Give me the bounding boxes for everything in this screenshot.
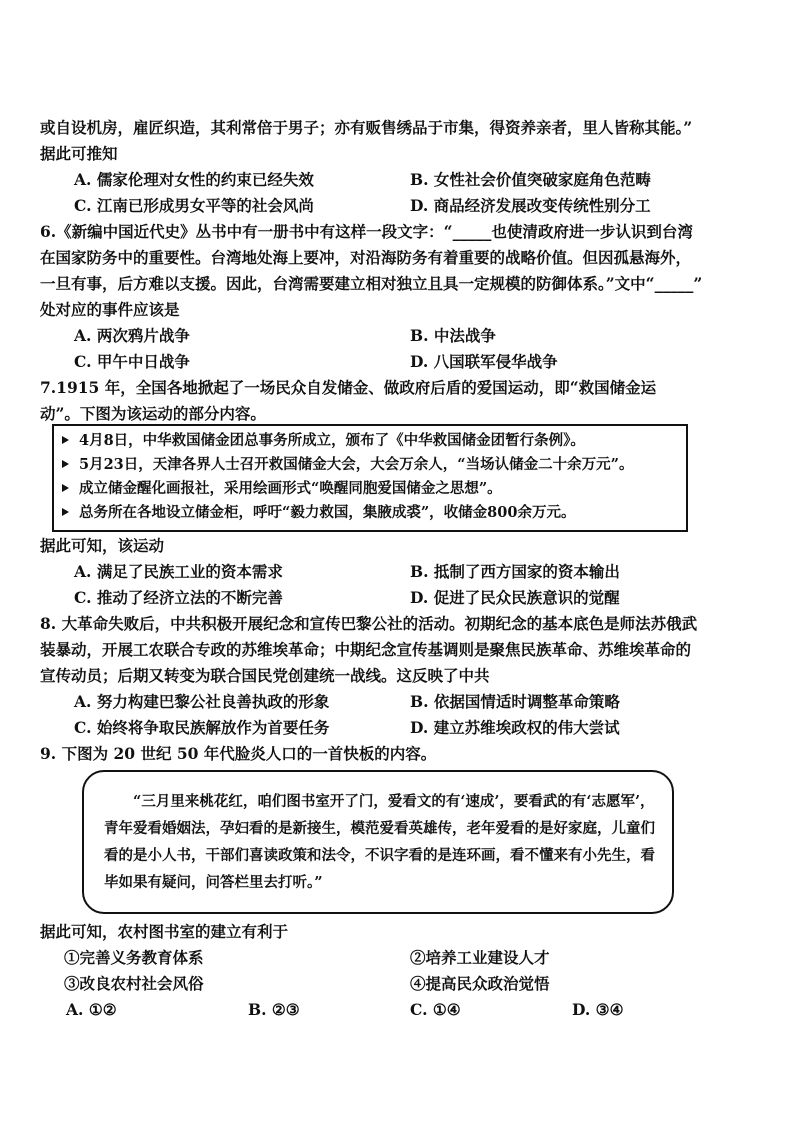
q6-option-b[interactable]: B. 中法战争 bbox=[410, 326, 496, 345]
q7-prompt: 据此可知，该运动 bbox=[40, 536, 165, 555]
q8-line-2: 装暴动，开展工农联合专政的苏维埃革命；中期纪念宣传基调则是聚焦民族革命、苏维埃革命的 bbox=[40, 640, 692, 659]
q6-line-4: 处对应的事件应该是 bbox=[40, 300, 180, 319]
q9-item-3: ③改良农村社会风俗 bbox=[64, 974, 204, 993]
q7-option-a[interactable]: A. 满足了民族工业的资本需求 bbox=[74, 562, 283, 581]
q9-quote-text: “三月里来桃花红，咱们图书室开了门，爱看文的有‘速成’，要看武的有‘志愿军’，青年爱看婚姻法，孕妇看的是新接生，模范爱看英雄传，老年爱看的是好家庭，儿童们看的是小人书，干部们喜读政策和法令，不识字看的是连环画，看不懂来有小先生，看毕如果有疑问，问答栏里去打听。” bbox=[104, 793, 655, 891]
q5-option-b[interactable]: B. 女性社会价值突破家庭角色范畴 bbox=[410, 170, 651, 189]
q6-option-d[interactable]: D. 八国联军侵华战争 bbox=[410, 352, 558, 371]
q7-option-d[interactable]: D. 促进了民众民族意识的觉醒 bbox=[410, 588, 620, 607]
q7-box-item: 成立储金醒化画报社，采用绘画形式“唤醒同胞爱国储金之思想”。 bbox=[62, 478, 502, 500]
q6-line-3: 一旦有事，后方难以支援。因此，台湾需要建立相对独立且具一定规模的防御体系。”文中“_____” bbox=[40, 274, 703, 293]
triangle-bullet-icon bbox=[62, 460, 69, 468]
q7-line-1: 7.1915 年，全国各地掀起了一场民众自发储金、做政府后盾的爱国运动，即“救国储金运 bbox=[40, 378, 657, 397]
q8-option-b[interactable]: B. 依据国情适时调整革命策略 bbox=[410, 692, 620, 711]
q9-item-1: ①完善义务教育体系 bbox=[64, 948, 204, 967]
q6-line-2: 在国家防务中的重要性。台湾地处海上要冲，对沿海防务有着重要的战略价值。但因孤悬海外， bbox=[40, 248, 692, 267]
q7-material-box bbox=[52, 424, 688, 532]
q9-option-a[interactable]: A. ①② bbox=[66, 1000, 117, 1019]
q8-option-c[interactable]: C. 始终将争取民族解放作为首要任务 bbox=[74, 718, 330, 737]
q5-option-c[interactable]: C. 江南已形成男女平等的社会风尚 bbox=[74, 196, 314, 215]
q8-option-a[interactable]: A. 努力构建巴黎公社良善执政的形象 bbox=[74, 692, 330, 711]
q9-prompt: 据此可知，农村图书室的建立有利于 bbox=[40, 922, 289, 941]
q9-item-2: ②培养工业建设人才 bbox=[410, 948, 550, 967]
q7-option-c[interactable]: C. 推动了经济立法的不断完善 bbox=[74, 588, 283, 607]
q5-option-d[interactable]: D. 商品经济发展改变传统性别分工 bbox=[410, 196, 651, 215]
q7-line-2: 动”。下图为该运动的部分内容。 bbox=[40, 404, 266, 423]
q6-option-a[interactable]: A. 两次鸦片战争 bbox=[74, 326, 190, 345]
q7-box-item: 5月23日，天津各界人士召开救国储金大会，大会万余人，“当场认储金二十余万元”。 bbox=[62, 454, 633, 476]
q5-option-a[interactable]: A. 儒家伦理对女性的约束已经失效 bbox=[74, 170, 314, 189]
q7-option-b[interactable]: B. 抵制了西方国家的资本输出 bbox=[410, 562, 620, 581]
q5-prompt: 据此可推知 bbox=[40, 144, 118, 163]
q9-line-1: 9. 下图为 20 世纪 50 年代脸炎人口的一首快板的内容。 bbox=[40, 744, 437, 763]
q5-text: 或自设机房，雇匠织造，其利常倍于男子；亦有贩售绣品于市集，得资养亲者，里人皆称其能。” bbox=[40, 118, 693, 137]
q9-item-4: ④提高民众政治觉悟 bbox=[410, 974, 550, 993]
triangle-bullet-icon bbox=[62, 436, 69, 444]
q9-option-d[interactable]: D. ③④ bbox=[572, 1000, 624, 1019]
q7-box-item: 总务所在各地设立储金柜，呼吁“毅力救国，集腋成裘”，收储金800余万元。 bbox=[62, 502, 575, 524]
triangle-bullet-icon bbox=[62, 508, 69, 516]
q8-line-1: 8. 大革命失败后，中共积极开展纪念和宣传巴黎公社的活动。初期纪念的基本底色是师法苏俄武 bbox=[40, 614, 698, 633]
q6-option-c[interactable]: C. 甲午中日战争 bbox=[74, 352, 190, 371]
q9-quote-box bbox=[82, 770, 674, 914]
q8-option-d[interactable]: D. 建立苏维埃政权的伟大尝试 bbox=[410, 718, 620, 737]
triangle-bullet-icon bbox=[62, 484, 69, 492]
q9-option-c[interactable]: C. ①④ bbox=[410, 1000, 461, 1019]
q8-line-3: 宣传动员；后期又转变为联合国民党创建统一战线。这反映了中共 bbox=[40, 666, 490, 685]
q6-line-1: 6.《新编中国近代史》丛书中有一册书中有这样一段文字：“_____也使清政府进一步认识到台湾 bbox=[40, 222, 693, 241]
q7-box-item: 4月8日，中华救国储金团总事务所成立，颁布了《中华救国储金团暂行条例》。 bbox=[62, 430, 585, 452]
q9-option-b[interactable]: B. ②③ bbox=[248, 1000, 300, 1019]
